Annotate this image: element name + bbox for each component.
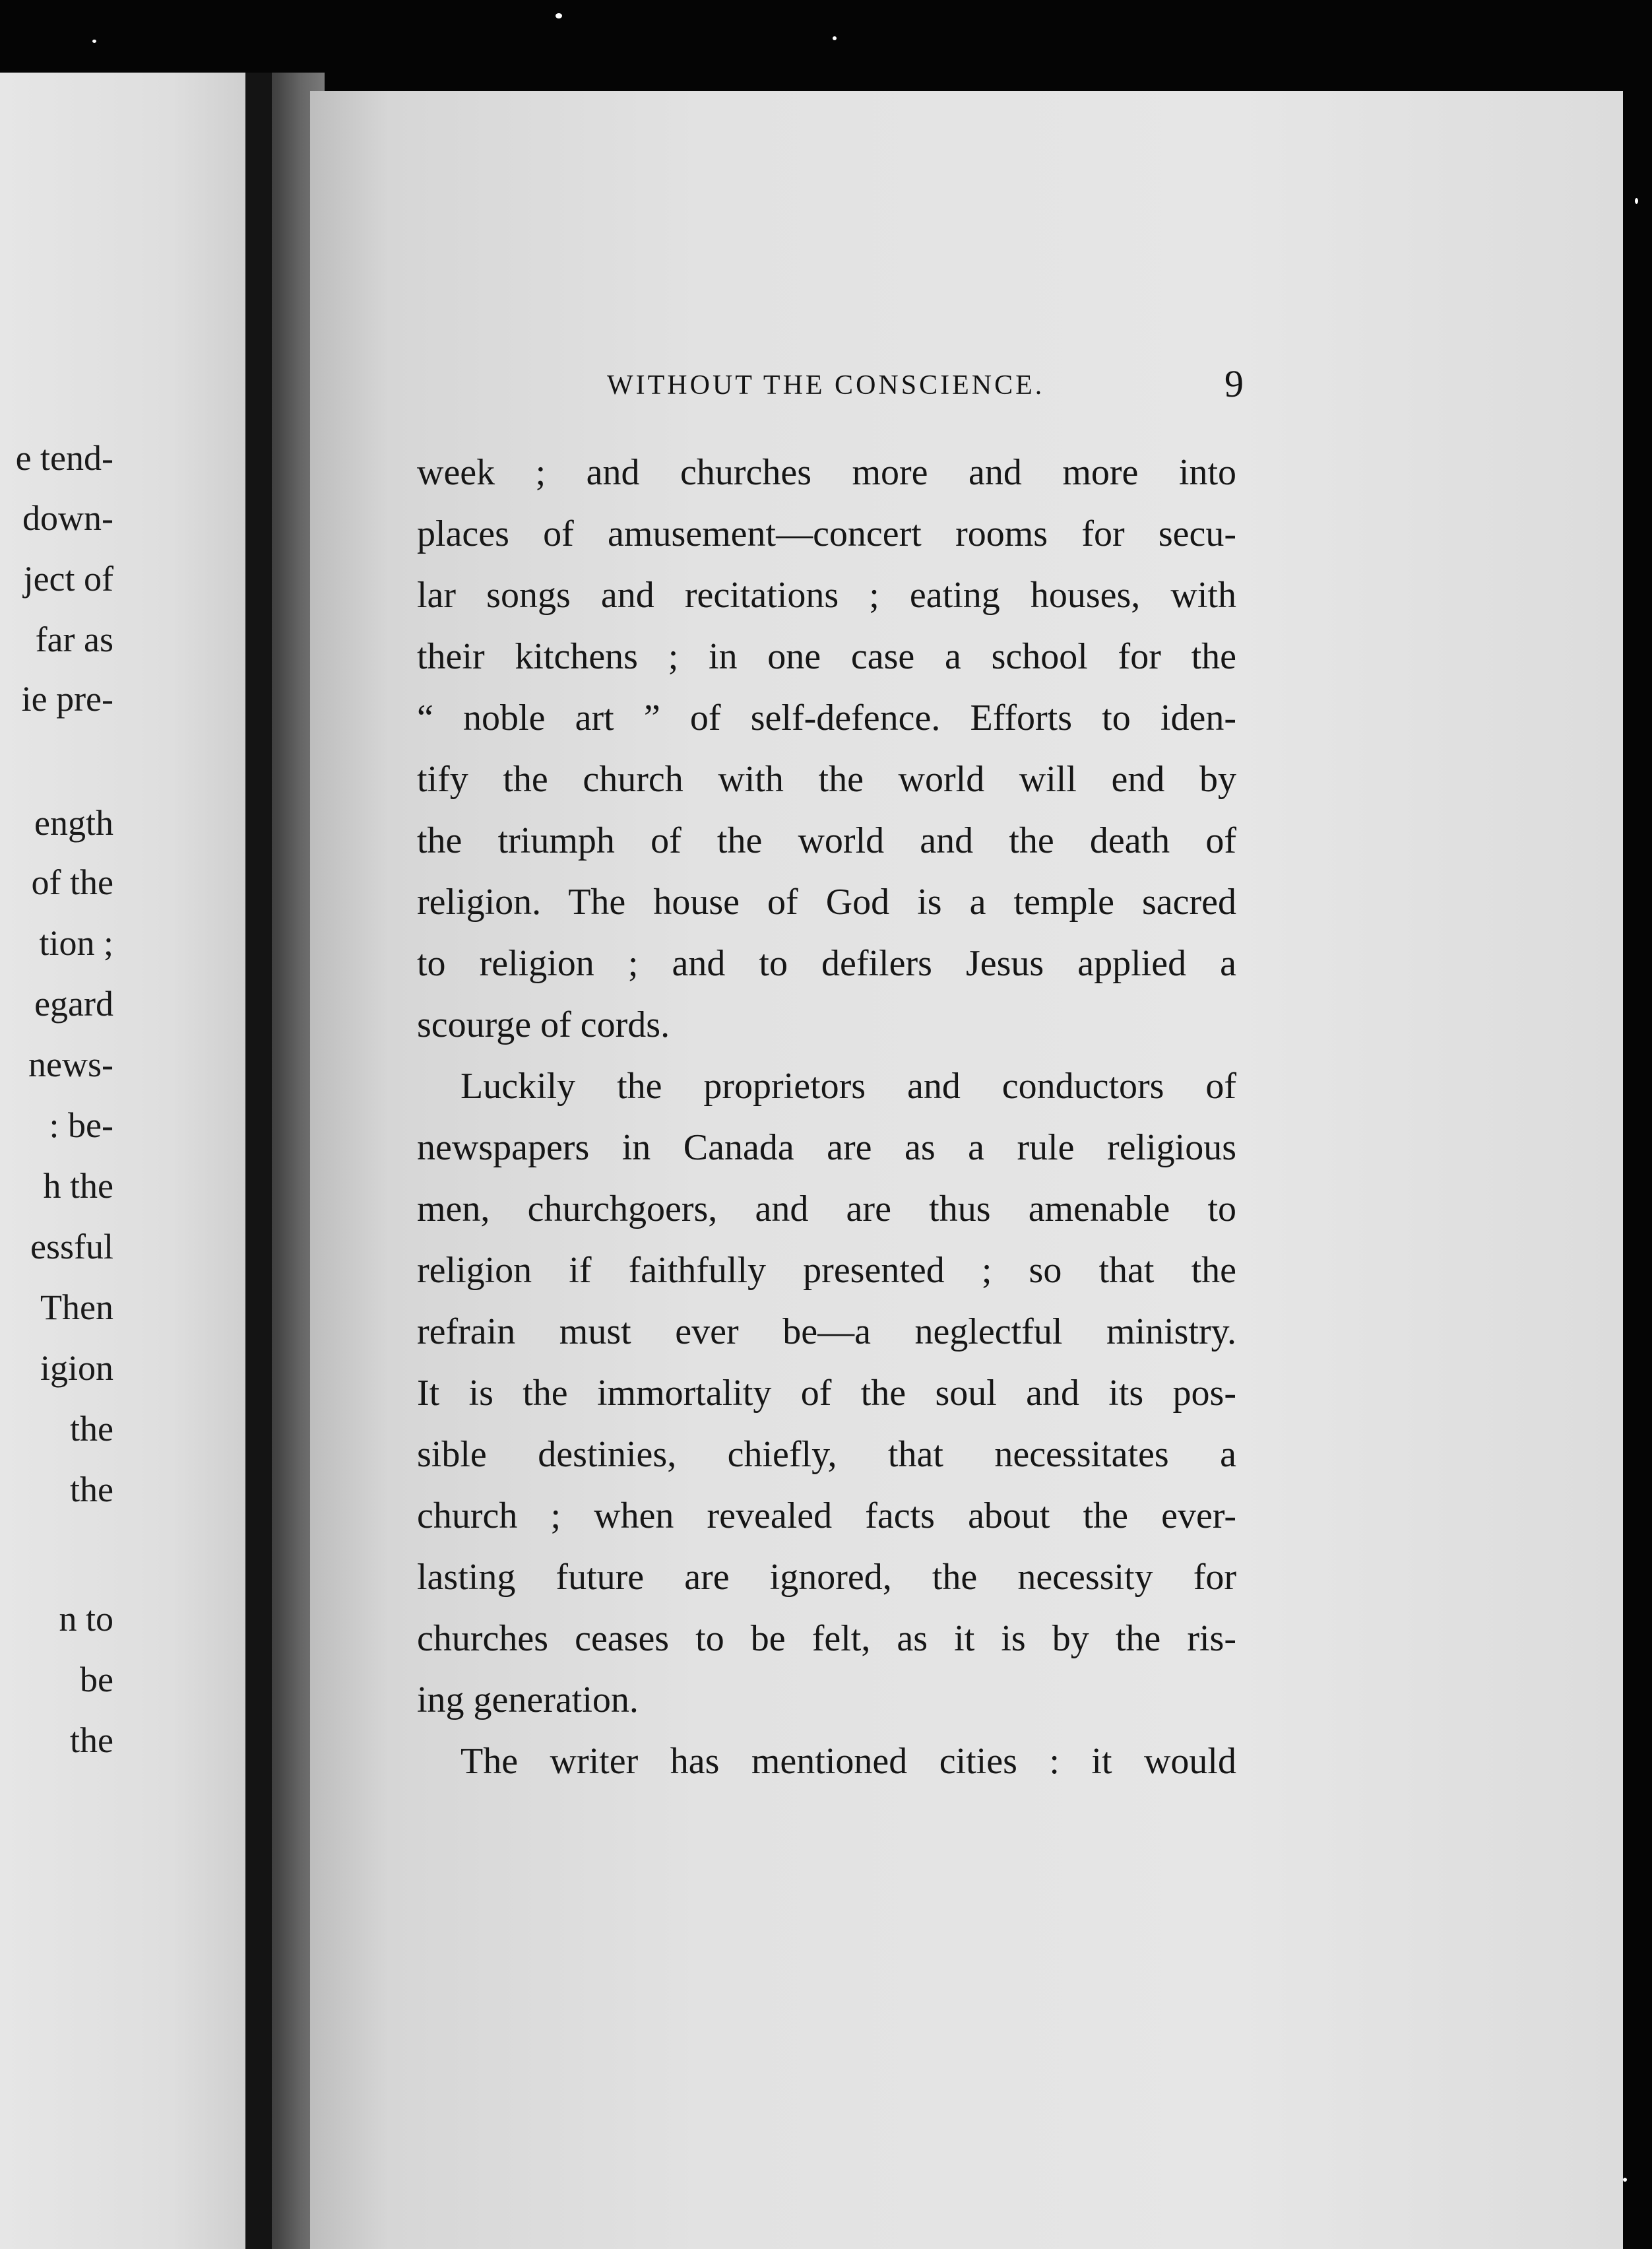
- left-line: the: [70, 1470, 113, 1509]
- text-line: places of amusement—concert rooms for secu-: [417, 513, 1236, 554]
- text-line: lar songs and recitations ; eating houses, with: [417, 575, 1236, 616]
- left-line: ject of: [23, 559, 113, 599]
- scan-speck: [92, 40, 96, 43]
- text-line: “ noble art ” of self-defence. Efforts to iden-: [417, 698, 1236, 738]
- left-line: Then: [40, 1287, 113, 1327]
- left-line: be: [80, 1660, 113, 1699]
- text-line: tify the church with the world will end by: [417, 759, 1236, 800]
- left-line: the: [70, 1409, 113, 1449]
- scan-speck: [1635, 198, 1638, 204]
- paragraph: [417, 442, 1236, 1056]
- left-line: h the: [43, 1166, 113, 1206]
- text-line: scourge of cords.: [417, 1004, 670, 1045]
- left-line: tion ;: [39, 923, 113, 963]
- text-line: their kitchens ; in one case a school for the: [417, 636, 1236, 677]
- text-line: newspapers in Canada are as a rule religious: [417, 1127, 1236, 1168]
- text-line: men, churchgoers, and are thus amenable to: [417, 1189, 1236, 1229]
- text-line: Luckily the proprietors and conductors of: [461, 1066, 1236, 1107]
- page-number: 9: [1224, 362, 1244, 405]
- left-line: essful: [30, 1227, 113, 1266]
- paragraph: [417, 1056, 1236, 1731]
- text-line: The writer has mentioned cities : it would: [461, 1741, 1236, 1782]
- gutter-shadow: [245, 73, 272, 2249]
- text-line: religion if faithfully presented ; so that the: [417, 1250, 1236, 1291]
- text-line: week ; and churches more and more into: [417, 452, 1236, 493]
- left-line: n to: [59, 1599, 113, 1639]
- left-line: : be-: [49, 1105, 113, 1145]
- text-line: lasting future are ignored, the necessity for: [417, 1557, 1236, 1598]
- text-line: It is the immortality of the soul and its pos-: [417, 1373, 1236, 1414]
- body-text: [417, 442, 1236, 1792]
- text-line: church ; when revealed facts about the ever-: [417, 1495, 1236, 1536]
- text-line: sible destinies, chiefly, that necessitates a: [417, 1434, 1236, 1475]
- text-line: religion. The house of God is a temple sacred: [417, 882, 1236, 923]
- left-line: of the: [31, 863, 113, 902]
- left-line: news-: [28, 1045, 113, 1084]
- left-line: igion: [40, 1348, 113, 1388]
- paragraph: [417, 1731, 1236, 1792]
- text-line: churches ceases to be felt, as it is by the ris-: [417, 1618, 1236, 1659]
- left-line: ie pre-: [21, 679, 113, 719]
- left-line: far as: [35, 620, 113, 659]
- text-line: refrain must ever be—a neglectful ministry.: [417, 1311, 1236, 1352]
- text-line: ing generation.: [417, 1679, 639, 1720]
- running-head: WITHOUT THE CONSCIENCE.: [607, 370, 1045, 401]
- scan-speck: [833, 36, 837, 40]
- left-line: the: [70, 1720, 113, 1760]
- left-page-text-fragments: [0, 73, 245, 2249]
- text-line: to religion ; and to defilers Jesus applied a: [417, 943, 1236, 984]
- scan-speck: [556, 13, 562, 18]
- facing-page-left: [0, 73, 245, 2249]
- left-line: egard: [34, 984, 113, 1024]
- left-line: e tend-: [15, 438, 113, 478]
- left-line: down-: [22, 498, 113, 538]
- text-line: the triumph of the world and the death of: [417, 820, 1236, 861]
- scan-speck: [1623, 2178, 1627, 2182]
- left-line: ength: [34, 803, 113, 843]
